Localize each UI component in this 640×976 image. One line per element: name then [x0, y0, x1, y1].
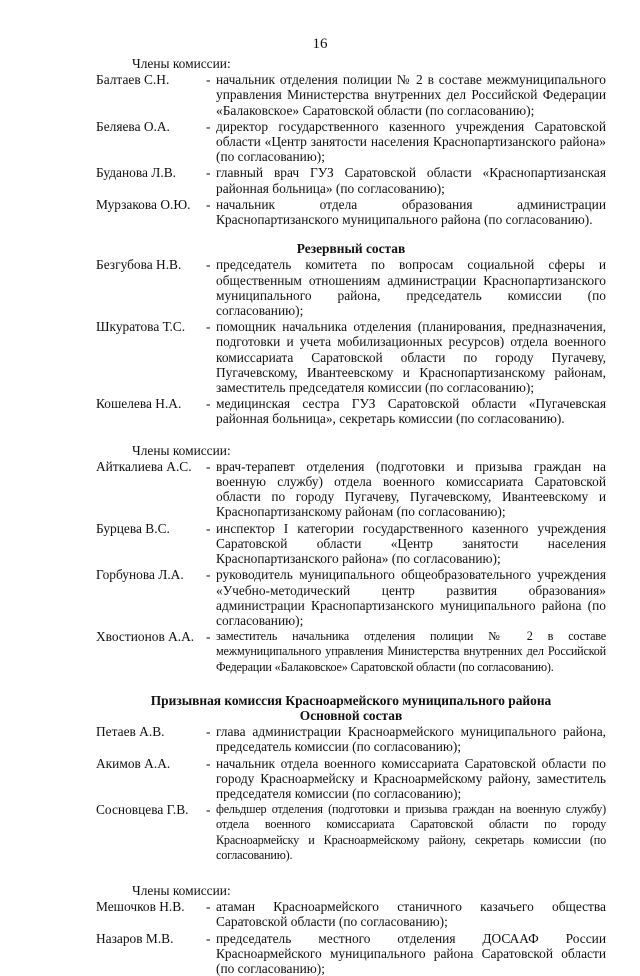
member-name: Петаев А.В. [96, 724, 165, 740]
member-name: Шкуратова Т.С. [96, 319, 186, 335]
members-heading: Члены комиссии: [132, 882, 231, 898]
member-role: инспектор I категории государственного казенного учреждения Саратовской области «Центр занятости населения Краснопартизанского района» (по согласованию); [216, 520, 606, 567]
member-entry: Шкуратова Т.С. - помощник начальника отделения (планирования, предназначения, подготовки и учета мобилизационных ресурсов) отдела военного комиссариата Саратовской области по городу Пугачеву, Пугачевскому, Ивантеевскому и Краснопартизанскому районам, заместитель председателя комиссии (по согласованию); [96, 319, 606, 396]
member-name: Безгубова Н.В. [96, 257, 182, 273]
members-heading: Члены комиссии: [132, 56, 231, 71]
member-name: Айткалиева А.С. [96, 458, 192, 474]
member-entry: Петаев А.В. - глава администрации Красноармейского муниципального района, председатель комиссии (по согласованию); [96, 724, 606, 755]
member-entry: Буданова Л.В. - главный врач ГУЗ Саратовской области «Краснопартизанская районная больница» (по согласованию); [96, 165, 606, 196]
member-name: Назаров М.В. [96, 930, 174, 946]
member-name: Кошелева Н.А. [96, 396, 182, 412]
member-entry: Хвостионов А.А. - заместитель начальника отделения полиции № 2 в составе межмуниципального управления Министерства внутренних дел Российской Федерации «Балаковское» Саратовской области (по согласованию). [96, 629, 606, 674]
member-entry: Акимов А.А. - начальник отдела военного комиссариата Саратовской области по городу Красноармейску и Красноармейскому району, заместитель председателя комиссии (по согласованию); [96, 755, 606, 801]
member-entry: Горбунова Л.А. - руководитель муниципального общеобразовательного учреждения «Учебно-методический центр развития образования» администрации Краснопартизанского муниципального района (по согласованию); [96, 567, 606, 628]
member-role: помощник начальника отделения (планирования, предназначения, подготовки и учета мобилизационных ресурсов) отдела военного комиссариата Саратовской области по городу Пугачеву, Пугачевскому, Ивантеевскому и Краснопартизанскому районам, заместитель председателя комиссии (по согласованию); [216, 319, 606, 396]
member-name: Балтаев С.Н. [96, 72, 170, 88]
member-entry: Мешочков Н.В. - атаман Красноармейского станичного казачьего общества Саратовской области (по согласованию); [96, 899, 606, 930]
member-role: председатель местного отделения ДОСААФ России Красноармейского муниципального района Саратовской области (по согласованию); [216, 930, 606, 976]
member-role: директор государственного казенного учреждения Саратовской области «Центр занятости населения Краснопартизанского района» (по согласованию); [216, 118, 606, 165]
member-role: атаман Красноармейского станичного казачьего общества Саратовской области (по согласованию); [216, 899, 606, 930]
member-entry: Кошелева Н.А. - медицинская сестра ГУЗ Саратовской области «Пугачевская районная больница», секретарь комиссии (по согласованию). [96, 396, 606, 427]
member-name: Хвостионов А.А. [96, 629, 195, 645]
member-entry: Сосновцева Г.В. - фельдшер отделения (подготовки и призыва граждан на военную службу) отдела военного комиссариата Саратовской области по городу Красноармейску и Красноармейскому району, секретарь комиссии (по согласованию). [96, 802, 606, 862]
member-role: медицинская сестра ГУЗ Саратовской области «Пугачевская районная больница», секретарь комиссии (по согласованию). [216, 396, 606, 427]
member-entry: Балтаев С.Н. - начальник отделения полиции № 2 в составе межмуниципального управления Министерства внутренних дел Российской Федерации «Балаковское» Саратовской области (по согласованию); [96, 72, 606, 118]
member-name: Горбунова Л.А. [96, 567, 184, 583]
member-name: Мешочков Н.В. [96, 899, 185, 915]
member-role: начальник отдела военного комиссариата Саратовской области по городу Красноармейску и Красноармейскому району, заместитель председателя комиссии (по согласованию); [216, 755, 606, 801]
member-role: врач-терапевт отделения (подготовки и призыва граждан на военную службу) отдела военного комиссариата Саратовской области по городу Пугачеву, Пугачевскому, Ивантеевскому и Краснопартизанскому районам (по согласованию); [216, 458, 606, 520]
member-name: Мурзакова О.Ю. [96, 196, 191, 212]
member-role: руководитель муниципального общеобразовательного учреждения «Учебно-методический центр развития образования» администрации Краснопартизанского муниципального района (по согласованию); [216, 567, 606, 628]
member-name: Буданова Л.В. [96, 165, 176, 181]
member-entry: Безгубова Н.В. - председатель комитета по вопросам социальной сферы и общественным отношениям администрации Краснопартизанского муниципального района, председатель комиссии (по согласованию); [96, 257, 606, 319]
members-heading: Члены комиссии: [132, 442, 231, 458]
section-title-reserve: Резервный состав [296, 241, 406, 257]
member-role: начальник отделения полиции № 2 в составе межмуниципального управления Министерства внутренних дел Российской Федерации «Балаковское» Саратовской области (по согласованию); [216, 72, 606, 118]
section-title-main: Основной состав [299, 707, 403, 723]
page-number: 16 [312, 36, 328, 52]
member-entry: Айткалиева А.С. - врач-терапевт отделения (подготовки и призыва граждан на военную службу) отдела военного комиссариата Саратовской области по городу Пугачеву, Пугачевскому, Ивантеевскому и Краснопартизанскому районам (по согласованию); [96, 458, 606, 520]
member-entry: Мурзакова О.Ю. - начальник отдела образования администрации Краснопартизанского муниципального района (по согласованию). [96, 196, 606, 228]
member-role: главный врач ГУЗ Саратовской области «Краснопартизанская районная больница» (по согласованию); [216, 165, 606, 196]
member-role: заместитель начальника отделения полиции № 2 в составе межмуниципального управления Министерства внутренних дел Российской Федерации «Балаковское» Саратовской области (по согласованию). [216, 629, 606, 674]
member-name: Беляева О.А. [96, 118, 170, 134]
member-role: председатель комитета по вопросам социальной сферы и общественным отношениям администрации Краснопартизанского муниципального района, председатель комиссии (по согласованию); [216, 257, 606, 319]
member-role: начальник отдела образования администрации Краснопартизанского муниципального района (по согласованию). [216, 196, 606, 228]
member-entry: Бурцева В.С. - инспектор I категории государственного казенного учреждения Саратовской области «Центр занятости населения Краснопартизанского района» (по согласованию); [96, 520, 606, 567]
member-entry: Беляева О.А. - директор государственного казенного учреждения Саратовской области «Центр занятости населения Краснопартизанского района» (по согласованию); [96, 118, 606, 165]
member-entry: Назаров М.В. - председатель местного отделения ДОСААФ России Красноармейского муниципального района Саратовской области (по согласованию); [96, 930, 606, 976]
member-name: Акимов А.А. [96, 755, 171, 771]
section-title-commission: Призывная комиссия Красноармейского муниципального района [150, 692, 552, 708]
member-role: фельдшер отделения (подготовки и призыва граждан на военную службу) отдела военного комиссариата Саратовской области по городу Красноармейску и Красноармейскому району, секретарь комиссии (по согласованию). [216, 802, 606, 862]
member-name: Сосновцева Г.В. [96, 802, 189, 818]
member-role: глава администрации Красноармейского муниципального района, председатель комиссии (по согласованию); [216, 724, 606, 755]
document-body [96, 54, 606, 976]
member-name: Бурцева В.С. [96, 520, 170, 536]
